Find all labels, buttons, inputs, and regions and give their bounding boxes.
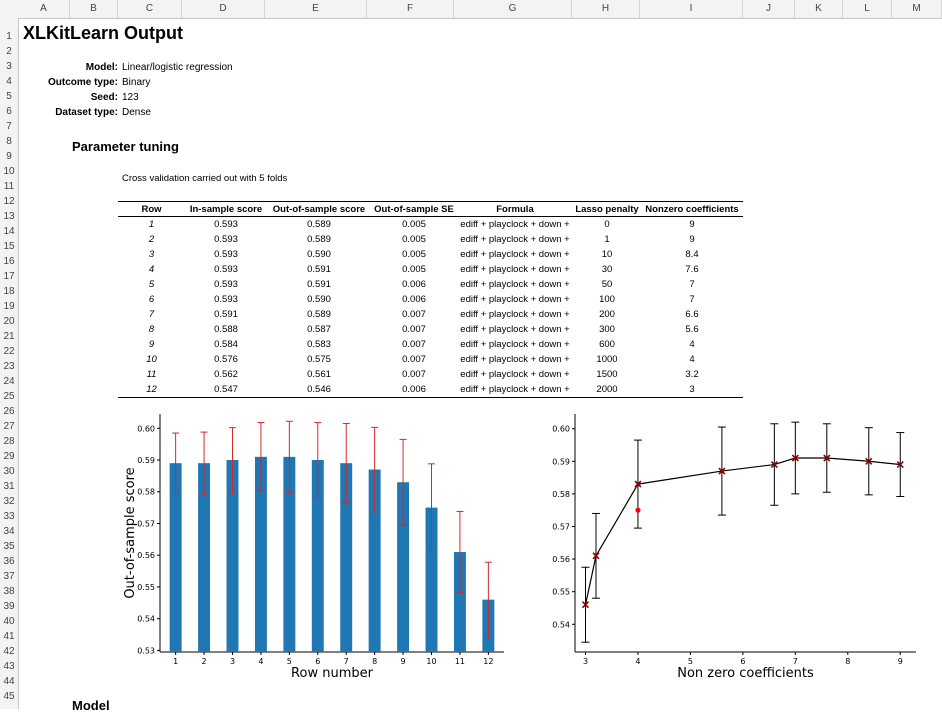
- cell-in-sample-score[interactable]: 0.593: [214, 234, 238, 245]
- cell-row-number[interactable]: 10: [146, 354, 157, 365]
- cell-in-sample-score[interactable]: 0.593: [214, 294, 238, 305]
- highlight-point: [635, 508, 640, 513]
- row-header-4[interactable]: 4: [6, 76, 12, 87]
- y-tick-label: 0.59: [552, 457, 570, 467]
- cell-nonzero-coefficients[interactable]: 5.6: [685, 324, 699, 335]
- column-header-c[interactable]: C: [118, 0, 182, 18]
- row-header-12[interactable]: 12: [3, 196, 15, 207]
- x-tick-label: 9: [897, 657, 903, 666]
- cell-in-sample-score[interactable]: 0.593: [214, 249, 238, 260]
- cell-formula[interactable]: ediff + playclock + down +: [460, 249, 570, 260]
- cell-row-number[interactable]: 6: [148, 294, 155, 305]
- y-tick-label: 0.58: [552, 489, 570, 499]
- row-header-41[interactable]: 41: [3, 631, 15, 642]
- x-axis-label: Non zero coefficients: [677, 666, 814, 681]
- column-header-e[interactable]: E: [265, 0, 367, 18]
- cell-lasso-penalty[interactable]: 1500: [596, 369, 618, 380]
- cell-out-of-sample-score[interactable]: 0.575: [307, 354, 331, 365]
- cell-out-of-sample-score[interactable]: 0.583: [307, 339, 331, 350]
- y-tick-label: 0.60: [137, 424, 155, 434]
- y-tick-label: 0.53: [137, 646, 155, 656]
- cell-out-of-sample-se[interactable]: 0.005: [402, 219, 426, 230]
- cell-formula[interactable]: ediff + playclock + down +: [460, 369, 570, 380]
- x-tick-label: 5: [687, 657, 693, 666]
- table-row: [118, 247, 743, 262]
- x-tick-label: 7: [792, 657, 798, 666]
- cell-row-number[interactable]: 2: [148, 234, 155, 245]
- meta-label: Model:: [85, 62, 118, 73]
- table-row: [118, 262, 743, 277]
- table-row: [118, 382, 743, 398]
- cell-out-of-sample-score[interactable]: 0.546: [267, 382, 371, 398]
- cell-nonzero-coefficients[interactable]: 7: [689, 294, 695, 305]
- cell-nonzero-coefficients[interactable]: 3.2: [685, 369, 699, 380]
- y-tick-label: 0.57: [552, 522, 570, 532]
- cell-lasso-penalty[interactable]: 10: [601, 249, 613, 260]
- column-header-g[interactable]: G: [454, 0, 572, 18]
- x-tick-label: 3: [229, 657, 236, 666]
- cell-lasso-penalty[interactable]: 2000: [573, 382, 641, 398]
- row-header-1[interactable]: 1: [6, 31, 12, 42]
- cell-row-number[interactable]: 12: [118, 382, 185, 398]
- cell-lasso-penalty[interactable]: 600: [599, 339, 615, 350]
- row-header-28[interactable]: 28: [3, 436, 15, 447]
- y-tick-label: 0.56: [552, 555, 570, 565]
- row-header-22[interactable]: 22: [3, 346, 15, 357]
- cell-lasso-penalty[interactable]: 1: [604, 234, 610, 245]
- cell-nonzero-coefficients[interactable]: 8.4: [685, 249, 699, 260]
- cell-formula[interactable]: ediff + playclock + down +: [460, 339, 570, 350]
- row-header-40[interactable]: 40: [3, 616, 15, 627]
- x-tick-label: 5: [286, 657, 292, 666]
- cell-lasso-penalty[interactable]: 200: [599, 309, 615, 320]
- cell-in-sample-score[interactable]: 0.547: [185, 382, 267, 398]
- table-row: [118, 217, 743, 233]
- row-header-30[interactable]: 30: [3, 466, 15, 477]
- cell-out-of-sample-score[interactable]: 0.561: [307, 369, 331, 380]
- cell-out-of-sample-score[interactable]: 0.591: [307, 279, 331, 290]
- cell-in-sample-score[interactable]: 0.593: [214, 219, 238, 230]
- cell-lasso-penalty[interactable]: 100: [599, 294, 615, 305]
- cell-out-of-sample-se[interactable]: 0.007: [402, 324, 426, 335]
- cell-out-of-sample-se[interactable]: 0.006: [402, 294, 426, 305]
- table-row: [118, 322, 743, 337]
- column-header-a[interactable]: A: [18, 0, 70, 18]
- table-row: [118, 277, 743, 292]
- row-header-27[interactable]: 27: [3, 421, 15, 432]
- row-header-2[interactable]: 2: [6, 46, 12, 57]
- y-tick-label: 0.55: [137, 582, 155, 592]
- cell-formula[interactable]: ediff + playclock + down +: [460, 219, 570, 230]
- row-header-23[interactable]: 23: [3, 361, 15, 372]
- cell-out-of-sample-se[interactable]: 0.007: [402, 339, 426, 350]
- x-tick-label: 6: [315, 657, 321, 666]
- cell-out-of-sample-score[interactable]: 0.589: [307, 234, 331, 245]
- cell-nonzero-coefficients[interactable]: 9: [689, 219, 695, 230]
- cell-in-sample-score[interactable]: 0.593: [214, 264, 238, 275]
- row-header-29[interactable]: 29: [3, 451, 15, 462]
- meta-value: Linear/logistic regression: [122, 62, 233, 73]
- report-title: XLKitLearn Output: [23, 23, 183, 43]
- row-header-11[interactable]: 11: [3, 181, 15, 192]
- row-header-37[interactable]: 37: [3, 571, 15, 582]
- cell-out-of-sample-se[interactable]: 0.007: [402, 354, 426, 365]
- cell-row-number[interactable]: 1: [148, 219, 155, 230]
- row-header-24[interactable]: 24: [3, 376, 15, 387]
- cell-nonzero-coefficients[interactable]: 6.6: [685, 309, 699, 320]
- y-tick-label: 0.59: [137, 456, 155, 466]
- cell-in-sample-score[interactable]: 0.584: [214, 339, 238, 350]
- cell-lasso-penalty[interactable]: 300: [599, 324, 615, 335]
- row-header-35[interactable]: 35: [3, 541, 15, 552]
- cell-row-number[interactable]: 7: [148, 309, 155, 320]
- cell-formula[interactable]: ediff + playclock + down +: [460, 294, 570, 305]
- row-header-14[interactable]: 14: [3, 226, 15, 237]
- row-header-26[interactable]: 26: [3, 406, 15, 417]
- cell-formula[interactable]: ediff + playclock + down +: [460, 264, 570, 275]
- row-header-16[interactable]: 16: [3, 256, 15, 267]
- cell-nonzero-coefficients[interactable]: 3: [641, 382, 743, 398]
- col-header-row[interactable]: Row: [118, 202, 185, 217]
- section-heading-parameter-tuning: Parameter tuning: [72, 139, 179, 154]
- row-header-45[interactable]: 45: [3, 691, 15, 702]
- meta-label: Seed:: [90, 92, 118, 103]
- cell-out-of-sample-se[interactable]: 0.005: [402, 249, 426, 260]
- x-tick-label: 3: [582, 657, 589, 666]
- x-tick-label: 10: [426, 657, 437, 666]
- cell-in-sample-score[interactable]: 0.576: [214, 354, 238, 365]
- row-header-3[interactable]: 3: [6, 61, 12, 72]
- row-header-17[interactable]: 17: [3, 271, 15, 282]
- cell-row-number[interactable]: 3: [148, 249, 155, 260]
- row-header-31[interactable]: 31: [3, 481, 15, 492]
- table-row: [118, 352, 743, 367]
- y-tick-label: 0.60: [552, 424, 570, 434]
- table-row: [118, 307, 743, 322]
- y-tick-label: 0.54: [552, 620, 570, 630]
- cell-formula[interactable]: ediff + playclock + down +: [460, 279, 570, 290]
- cell-out-of-sample-score[interactable]: 0.590: [307, 294, 331, 305]
- meta-label: Dataset type:: [55, 107, 118, 118]
- y-tick-label: 0.56: [137, 551, 155, 561]
- cell-nonzero-coefficients[interactable]: 4: [689, 339, 695, 350]
- y-tick-label: 0.57: [137, 519, 155, 529]
- cell-nonzero-coefficients[interactable]: 7.6: [685, 264, 699, 275]
- col-header-in-sample-score[interactable]: In-sample score: [185, 202, 267, 217]
- row-header-18[interactable]: 18: [3, 286, 15, 297]
- cell-in-sample-score[interactable]: 0.588: [214, 324, 238, 335]
- section-heading-model: Model: [72, 698, 110, 713]
- cell-out-of-sample-score[interactable]: 0.590: [307, 249, 331, 260]
- cell-row-number[interactable]: 9: [148, 339, 155, 350]
- cell-formula[interactable]: ediff + playclock + down +: [457, 382, 573, 398]
- x-tick-label: 12: [483, 657, 494, 666]
- column-header-d[interactable]: D: [182, 0, 265, 18]
- x-tick-label: 1: [173, 657, 179, 666]
- cell-out-of-sample-se[interactable]: 0.005: [402, 264, 426, 275]
- x-tick-label: 9: [400, 657, 406, 666]
- cell-row-number[interactable]: 4: [148, 264, 155, 275]
- cell-lasso-penalty[interactable]: 1000: [596, 354, 618, 365]
- x-tick-label: 7: [343, 657, 349, 666]
- x-tick-label: 8: [845, 657, 851, 666]
- column-header-h[interactable]: H: [572, 0, 640, 18]
- row-header-32[interactable]: 32: [3, 496, 15, 507]
- column-header-m[interactable]: M: [892, 0, 942, 18]
- cell-formula[interactable]: ediff + playclock + down +: [460, 234, 570, 245]
- series-line: [585, 458, 900, 605]
- cell-nonzero-coefficients[interactable]: 9: [689, 234, 695, 245]
- cell-out-of-sample-se[interactable]: 0.006: [402, 279, 426, 290]
- column-header-bar: [0, 0, 942, 19]
- cell-in-sample-score[interactable]: 0.591: [214, 309, 238, 320]
- table-header-row: [118, 202, 743, 217]
- column-header-f[interactable]: F: [367, 0, 454, 18]
- row-header-19[interactable]: 19: [3, 301, 15, 312]
- meta-value: 123: [122, 92, 139, 103]
- x-tick-label: 8: [372, 657, 378, 666]
- table-row: [118, 292, 743, 307]
- row-header-38[interactable]: 38: [3, 586, 15, 597]
- cell-out-of-sample-se[interactable]: 0.005: [402, 234, 426, 245]
- cell-row-number[interactable]: 11: [146, 369, 157, 380]
- tuning-results-table: [118, 201, 743, 398]
- cell-lasso-penalty[interactable]: 50: [601, 279, 613, 290]
- col-header-nonzero-coefficients[interactable]: Nonzero coefficients: [641, 202, 743, 217]
- cell-in-sample-score[interactable]: 0.562: [214, 369, 238, 380]
- cell-nonzero-coefficients[interactable]: 4: [689, 354, 695, 365]
- row-header-10[interactable]: 10: [3, 166, 15, 177]
- cell-out-of-sample-se[interactable]: 0.007: [402, 369, 426, 380]
- cell-row-number[interactable]: 8: [148, 324, 155, 335]
- column-header-i[interactable]: I: [640, 0, 743, 18]
- row-header-7[interactable]: 7: [6, 121, 12, 132]
- cell-formula[interactable]: ediff + playclock + down +: [460, 309, 570, 320]
- x-axis-label: Row number: [291, 666, 373, 681]
- y-axis-label: Out-of-sample score: [123, 467, 138, 599]
- col-header-out-of-sample-se[interactable]: Out-of-sample SE: [371, 202, 457, 217]
- x-tick-label: 4: [258, 657, 264, 666]
- nonzero-coefficients-line-chart[interactable]: [540, 408, 922, 682]
- row-header-9[interactable]: 9: [6, 151, 12, 162]
- row-header-8[interactable]: 8: [6, 136, 12, 147]
- col-header-out-of-sample-score[interactable]: Out-of-sample score: [267, 202, 371, 217]
- meta-value: Binary: [122, 77, 151, 88]
- column-header-l[interactable]: L: [843, 0, 892, 18]
- cell-out-of-sample-se[interactable]: 0.007: [402, 309, 426, 320]
- x-tick-label: 11: [454, 657, 466, 666]
- y-tick-label: 0.54: [137, 614, 155, 624]
- row-header-34[interactable]: 34: [3, 526, 15, 537]
- row-header-33[interactable]: 33: [3, 511, 15, 522]
- row-header-13[interactable]: 13: [3, 211, 15, 222]
- x-tick-label: 4: [635, 657, 641, 666]
- row-header-6[interactable]: 6: [6, 106, 12, 117]
- meta-label: Outcome type:: [47, 77, 118, 88]
- cell-formula[interactable]: ediff + playclock + down +: [460, 354, 570, 365]
- cv-note: Cross validation carried out with 5 folds: [122, 173, 288, 184]
- x-tick-label: 6: [740, 657, 746, 666]
- row-header-20[interactable]: 20: [3, 316, 15, 327]
- column-header-k[interactable]: K: [795, 0, 843, 18]
- row-header-21[interactable]: 21: [3, 331, 15, 342]
- meta-value: Dense: [122, 107, 151, 118]
- column-header-b[interactable]: B: [70, 0, 118, 18]
- out-of-sample-score-bar-chart[interactable]: [118, 408, 510, 682]
- row-header-39[interactable]: 39: [3, 601, 15, 612]
- cell-out-of-sample-score[interactable]: 0.589: [307, 219, 331, 230]
- cell-formula[interactable]: ediff + playclock + down +: [460, 324, 570, 335]
- cell-lasso-penalty[interactable]: 0: [604, 219, 610, 230]
- cell-out-of-sample-score[interactable]: 0.589: [307, 309, 331, 320]
- x-tick-label: 2: [201, 657, 207, 666]
- cell-out-of-sample-se[interactable]: 0.006: [371, 382, 457, 398]
- col-header-formula[interactable]: Formula: [457, 202, 573, 217]
- cell-out-of-sample-score[interactable]: 0.587: [307, 324, 331, 335]
- cell-row-number[interactable]: 5: [148, 279, 155, 290]
- row-header-42[interactable]: 42: [3, 646, 15, 657]
- y-tick-label: 0.55: [552, 587, 570, 597]
- row-header-36[interactable]: 36: [3, 556, 15, 567]
- row-header-44[interactable]: 44: [3, 676, 15, 687]
- col-header-lasso-penalty[interactable]: Lasso penalty: [573, 202, 641, 217]
- table-row: [118, 367, 743, 382]
- table-row: [118, 232, 743, 247]
- cell-out-of-sample-score[interactable]: 0.591: [307, 264, 331, 275]
- cell-nonzero-coefficients[interactable]: 7: [689, 279, 695, 290]
- row-header-5[interactable]: 5: [6, 91, 12, 102]
- row-header-43[interactable]: 43: [3, 661, 15, 672]
- column-header-j[interactable]: J: [743, 0, 795, 18]
- row-header-15[interactable]: 15: [3, 241, 15, 252]
- table-row: [118, 337, 743, 352]
- y-tick-label: 0.58: [137, 487, 155, 497]
- cell-in-sample-score[interactable]: 0.593: [214, 279, 238, 290]
- cell-lasso-penalty[interactable]: 30: [601, 264, 613, 275]
- row-header-25[interactable]: 25: [3, 391, 15, 402]
